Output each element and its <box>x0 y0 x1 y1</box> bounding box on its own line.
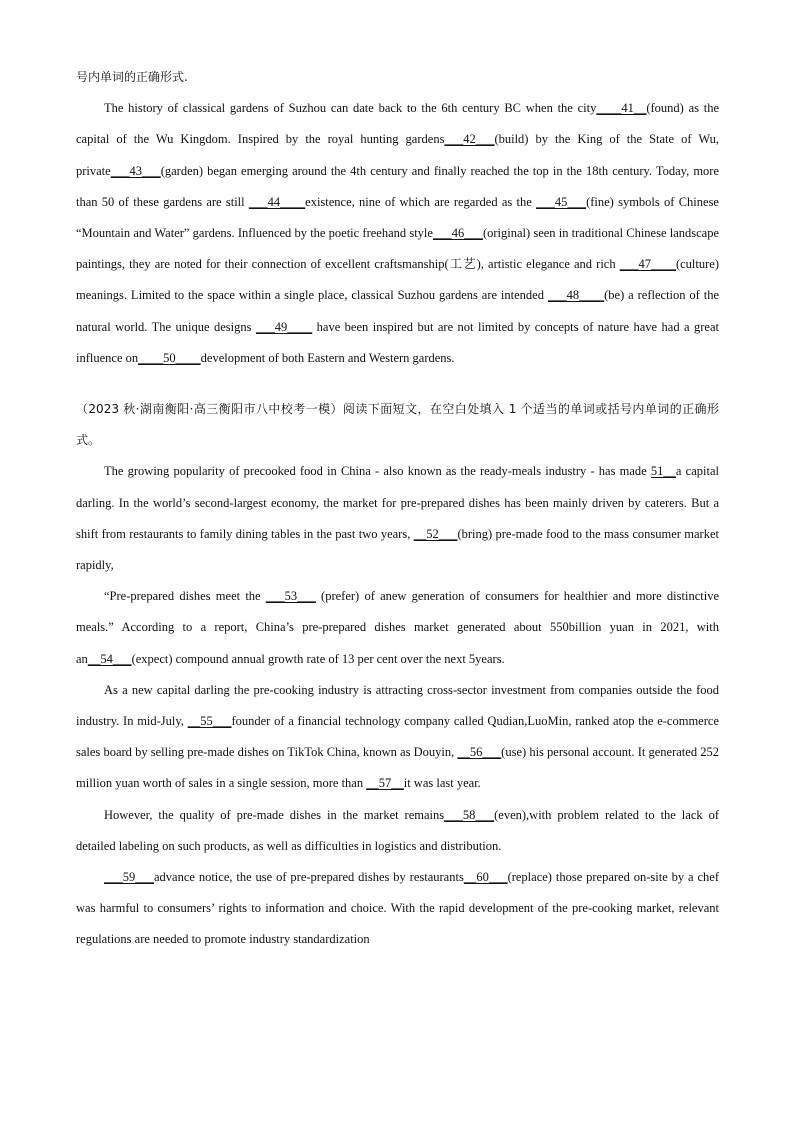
p2-text: (use) his personal account. It generated 252 million yuan worth of sales in a single session, more than <box>76 745 719 791</box>
p2-text: As a new capital darling the pre-cooking industry is attracting cross-sector investment from companies outside the food industry. In mid-July, <box>76 682 719 729</box>
blank-50: ____50____ <box>138 350 201 365</box>
blank-51: 51__ <box>650 464 676 479</box>
p1-text: (garden) began emerging around the 4th century and finally reached the top in the 18th century. Today, more than 50 of these gardens are still <box>76 163 719 209</box>
section2-header-text: （2023 秋·湖南衡阳·高三衡阳市八中校考一模）阅读下面短文，在空白处填入 1 个适当的单词或括号内单词的正确形式。 <box>76 402 719 448</box>
p2-text: The growing popularity of precooked food in China - also known as the ready-meals industry - has made <box>104 464 651 479</box>
blank-43: ___43___ <box>110 163 161 178</box>
blank-56: __56___ <box>457 745 502 760</box>
passage2-paragraph-1 <box>76 456 719 581</box>
p2-text: (bring) pre-made food to the mass consumer market rapidly, <box>76 526 719 573</box>
blank-52: __52___ <box>413 526 458 541</box>
blank-49: ___49____ <box>255 319 313 334</box>
intro-tail-text: 号内单词的正确形式. <box>76 70 188 84</box>
p1-text: The history of classical gardens of Suzhou can date back to the 6th century BC when the city <box>104 101 597 116</box>
blank-57: __57__ <box>366 776 404 791</box>
p1-text: (found) as the capital of the Wu Kingdom. Inspired by the royal hunting gardens <box>76 101 720 147</box>
p2-text: (prefer) of anew generation of consumers for healthier and more distinctive meals.” According to a report, China’s pre-prepared dishes market generated about 550billion yuan in 2021, with an <box>76 589 720 666</box>
blank-60: __60___ <box>463 870 508 885</box>
p1-text: have been inspired but are not limited by concepts of nature have had a great influence on <box>76 319 719 365</box>
p1-text: (original) seen in traditional Chinese landscape paintings, they are noted for their connection of excellent craftsmanship(工艺), artistic elegance and rich <box>76 226 719 272</box>
document-page <box>76 62 719 956</box>
p1-text: (build) by the King of the State of Wu, private <box>76 132 719 178</box>
p1-text: development of both Eastern and Western gardens. <box>200 350 455 365</box>
p2-text: (expect) compound annual growth rate of 13 per cent over the next 5years. <box>131 651 505 666</box>
p1-text: (culture) meanings. Limited to the space within a single place, classical Suzhou gardens are intended <box>76 257 719 303</box>
p2-text: (even),with problem related to the lack of detailed labeling on such products, as well as difficulties in logistics and distribution. <box>76 807 719 853</box>
blank-42: ___42___ <box>444 132 495 147</box>
p2-text: it was last year. <box>403 776 481 791</box>
section-gap <box>76 374 719 394</box>
p2-text: advance notice, the use of pre-prepared dishes by restaurants <box>154 870 464 885</box>
p1-text: existence, nine of which are regarded as the <box>305 194 537 209</box>
p2-text: However, the quality of pre-made dishes in the market remains <box>104 807 445 822</box>
blank-48: ___48____ <box>547 288 605 303</box>
passage2-paragraph-2 <box>76 581 719 675</box>
passage2-paragraph-4 <box>76 800 719 862</box>
blank-55: __55___ <box>187 714 232 729</box>
blank-59: ___59___ <box>104 870 154 885</box>
p1-text: (fine) symbols of Chinese “Mountain and Water” gardens. Influenced by the poetic freehand style <box>76 194 719 241</box>
passage-suzhou-gardens <box>76 93 719 374</box>
p2-text: founder of a financial technology company called Qudian,LuoMin, ranked atop the e-commerce sales board by selling pre-made dishes on TikTok China, known as Douyin, <box>76 714 719 760</box>
blank-44: ___44____ <box>248 194 306 209</box>
p2-text: “Pre-prepared dishes meet the <box>104 589 266 604</box>
blank-47: ___47____ <box>619 257 676 272</box>
passage2-paragraph-3 <box>76 675 719 800</box>
intro-tail <box>76 62 719 93</box>
blank-58: ___58___ <box>444 807 495 822</box>
blank-54: __54___ <box>87 651 132 666</box>
blank-45: ___45___ <box>536 194 587 209</box>
passage2-paragraph-5 <box>76 862 719 956</box>
p2-text: (replace) those prepared on-site by a chef was harmful to consumers’ rights to information and choice. With the rapid development of the pre-cooking market, relevant regulations are needed to promote industry standardization <box>76 870 719 947</box>
blank-53: ___53___ <box>265 589 316 604</box>
p1-text: (be) a reflection of the natural world. The unique designs <box>76 288 720 334</box>
p2-text: a capital darling. In the world’s second-largest economy, the market for pre-prepared dishes has been mainly driven by caterers. But a shift from restaurants to family dining tables in the past two years, <box>76 464 719 541</box>
blank-46: ___46___ <box>432 226 483 241</box>
blank-41: ____41__ <box>596 101 647 116</box>
section2-header <box>76 394 719 456</box>
